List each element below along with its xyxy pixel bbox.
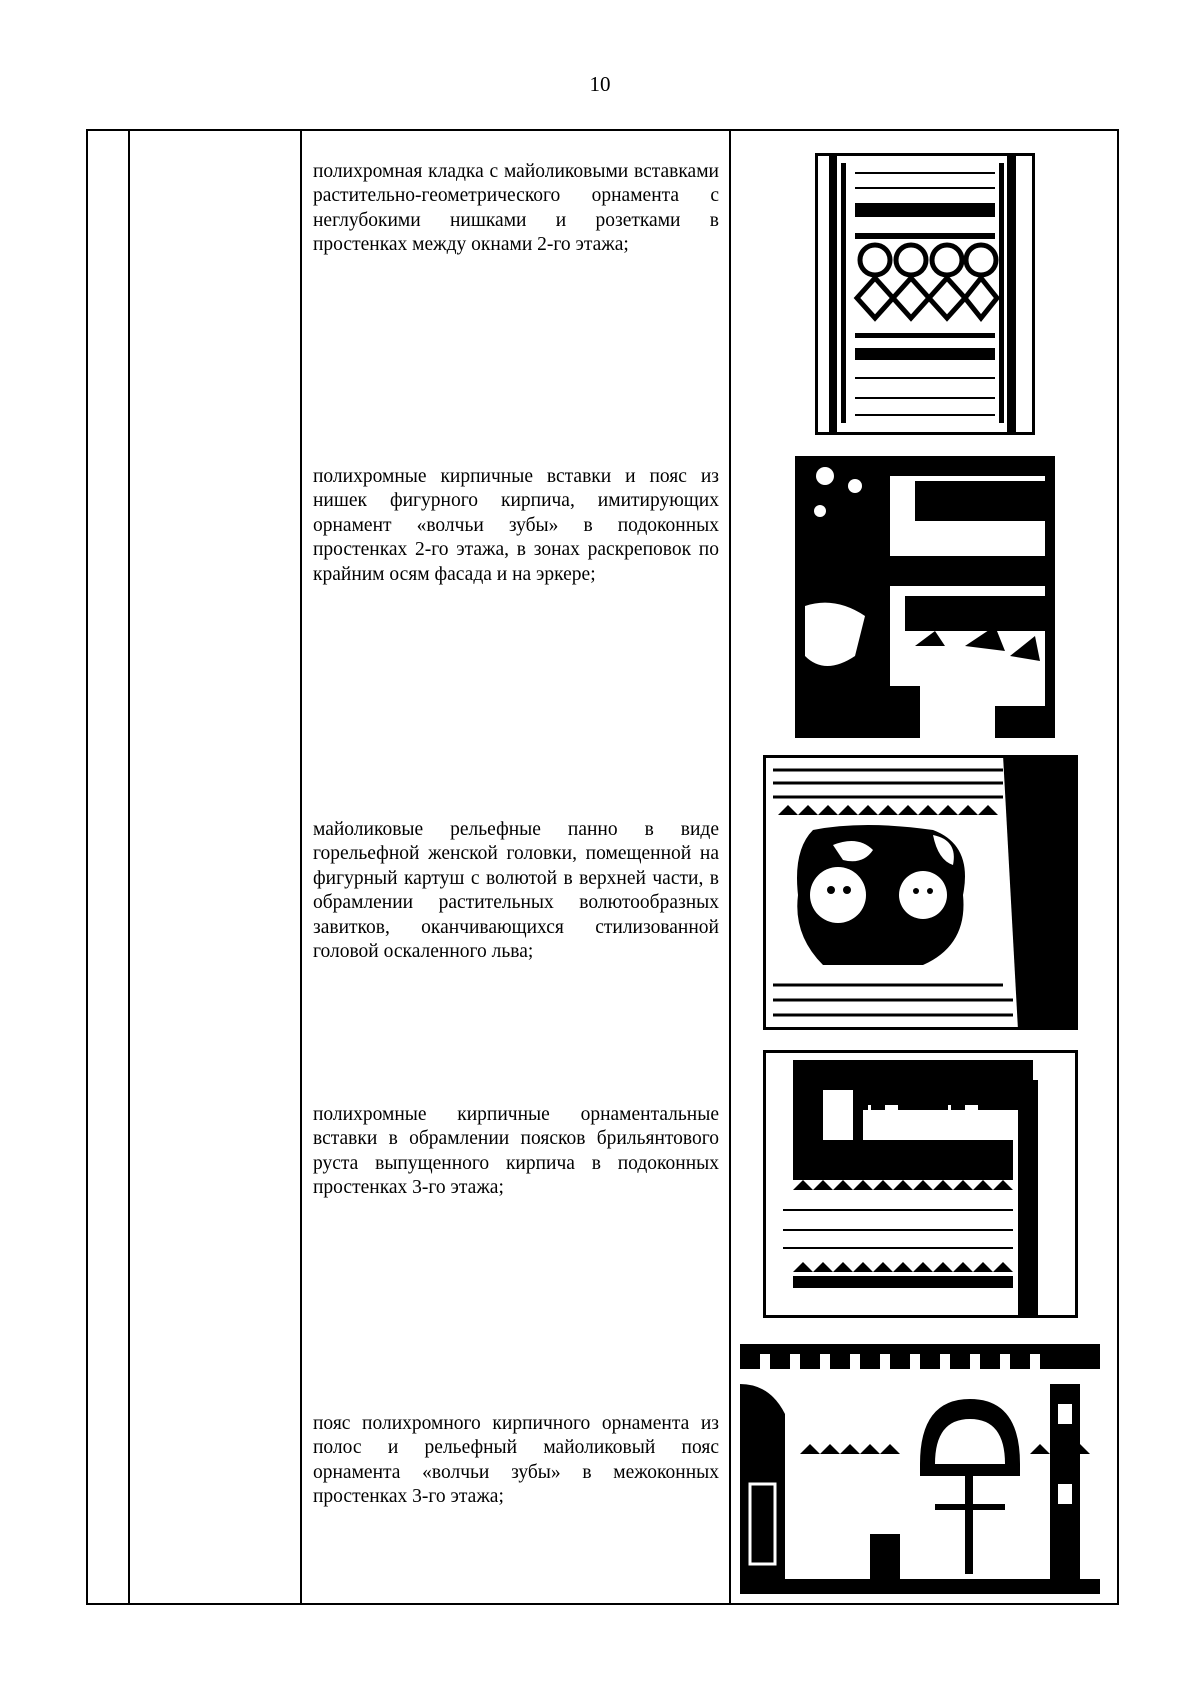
table-row-4-description: полихромные кирпичные орнаментальные вставки в обрамлении поясков брильянтового руста выпущенного кирпича в подоконных простенках 3-го этажа; [313,1104,719,1199]
facade-photo-icon [815,153,1035,435]
facade-photo-icon [740,1344,1100,1594]
table-row-2-description: полихромные кирпичные вставки и пояс из нишек фигурного кирпича, имитирующих орнамент «волчьи зубы» в подоконных простенках 2-го этажа, в зонах раскреповок по крайним осям фасада и на эркере; [313,466,719,585]
table-row-3-description: майоликовые рельефные панно в виде горельефной женской головки, помещенной на фигурный картуш с волютой в верхней части, в обрамлении растительных волютообразных завитков, оканчивающихся стилизованной головой оскаленного льва; [313,819,719,963]
column-divider-3 [729,129,731,1605]
column-divider-2 [300,129,302,1605]
facade-photo-icon [763,755,1078,1030]
facade-photo-icon [795,456,1055,738]
facade-photo-icon [763,1050,1078,1318]
table-row-5-description: пояс полихромного кирпичного орнамента из полос и рельефный майоликовый пояс орнамента «волчьи зубы» в межоконных простенках 3-го этажа; [313,1413,719,1508]
column-divider-1 [128,129,130,1605]
table-row-1-description: полихромная кладка с майоликовыми вставками растительно-геометрического орнамента с неглубокими нишками и розетками в простенках между окнами 2-го этажа; [313,161,719,256]
page-number: 10 [589,72,611,96]
